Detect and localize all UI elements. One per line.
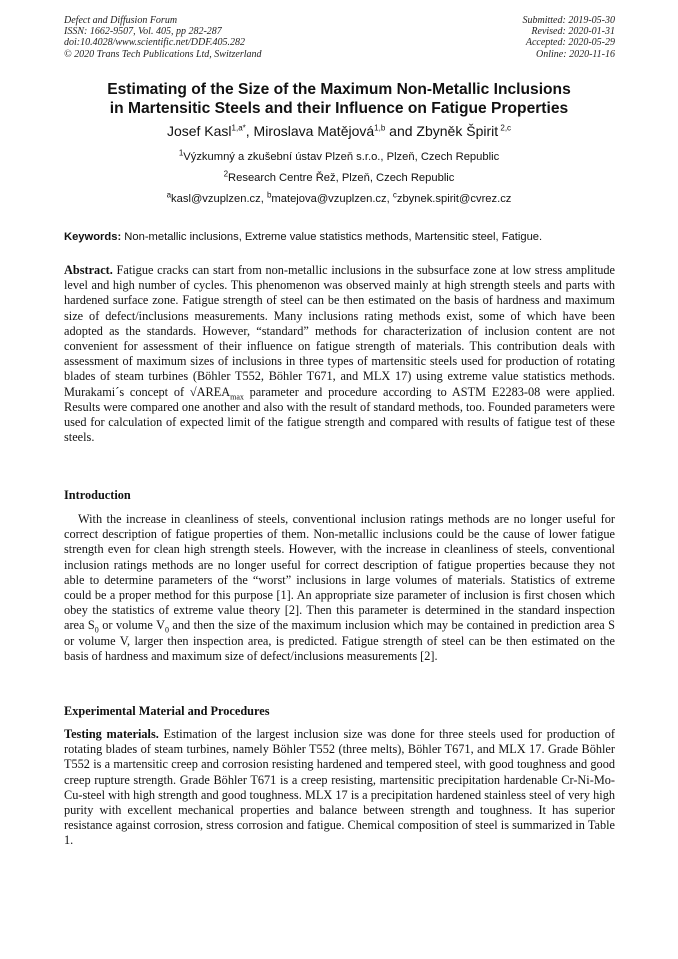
journal-issn: ISSN: 1662-9507, Vol. 405, pp 282-287 — [64, 26, 222, 38]
journal-name: Defect and Diffusion Forum — [64, 15, 178, 26]
section-heading-experimental: Experimental Material and Procedures — [64, 704, 270, 718]
email-mark: b — [266, 190, 272, 200]
section-heading-introduction: Introduction — [64, 488, 131, 502]
introduction-subscript: 0 — [164, 625, 169, 635]
author-affiliation-mark: 1,a* — [231, 123, 246, 133]
author-name: and Zbyněk Špirit — [385, 123, 499, 139]
affiliation-mark: 1 — [178, 148, 184, 158]
abstract-subscript: max — [230, 392, 244, 402]
author-name: Josef Kasl — [166, 123, 232, 139]
affiliation-text: Research Centre Řež, Plzeň, Czech Republic — [228, 172, 455, 184]
testing-materials-label: Testing materials. — [64, 727, 159, 741]
abstract-text: Fatigue cracks can start from non-metallic inclusions in the subsurface zone at low stress amplitude level and high number of cycles. This phenomenon was observed mainly at high strength steels and parts with hardened surface zone. Fatigue strength of steel can be then estimated on the basis of hardness and maximum size of defect/inclusions measurements. Many inclusions rating methods exist, some of which have been adopted as the standards. However, “standard” methods for characterization of inclusion content are not convenient for assessment of their influence on fatigue strength of materials. This contribution deals with assessment of maximum sizes of inclusions in three types of martensitic steels used for production of rotating blades of steam turbines (Böhler T552, Böhler T671, and MLX 17) using extreme value statistics methods. Murakami´s concept of √AREA — [64, 263, 615, 399]
affiliation-text: Výzkumný a zkušební ústav Plzeň s.r.o., Plzeň, Czech Republic — [183, 151, 500, 163]
email-link[interactable]: matejova@vzuplzen.cz, — [271, 193, 393, 205]
date-revised: Revised: 2020-01-31 — [531, 26, 615, 38]
date-submitted: Submitted: 2019-05-30 — [522, 15, 615, 26]
journal-copyright: © 2020 Trans Tech Publications Ltd, Switzerland — [64, 48, 262, 60]
affiliation-1 — [0, 150, 678, 164]
keywords-label: Keywords: — [64, 231, 122, 243]
introduction-subscript: 0 — [94, 625, 99, 635]
affiliation-2 — [0, 171, 678, 185]
journal-header-right — [523, 15, 616, 60]
journal-header-left — [64, 15, 262, 60]
affiliation-mark: 2 — [223, 169, 229, 179]
abstract-label: Abstract. — [64, 263, 113, 277]
paper-title-line-2: in Martensitic Steels and their Influence on Fatigue Properties — [109, 100, 569, 117]
author-affiliation-mark: 1,b — [374, 123, 386, 133]
introduction-text: and then the size of the maximum inclusion which may be contained in prediction area S or volume V, larger then inspection area, is predicted. Fatigue strength of steel can be then estimated on the basis of hardness and maximum size of defect/inclusions measurements [2]. — [64, 618, 615, 663]
introduction-paragraph — [64, 512, 615, 664]
date-online: Online: 2020-11-16 — [536, 48, 615, 60]
journal-doi: doi:10.4028/www.scientific.net/DDF.405.282 — [64, 37, 246, 49]
author-affiliation-mark: 2,c — [498, 123, 512, 133]
introduction-text: or volume V — [98, 618, 165, 633]
email-link[interactable]: kasl@vzuplzen.cz, — [171, 193, 267, 205]
email-link[interactable]: zbynek.spirit@cvrez.cz — [396, 193, 512, 205]
email-mark: c — [392, 190, 397, 200]
keywords-text: Non-metallic inclusions, Extreme value statistics methods, Martensitic steel, Fatigue. — [121, 231, 543, 243]
email-mark: a — [166, 190, 172, 200]
abstract — [64, 263, 615, 445]
keywords — [64, 230, 624, 244]
abstract-text: parameter and procedure according to ASTM E2283-08 were applied. Results were compared one another and also with the result of standard methods, too. Founded parameters were used for calculation of expected limit of the fatigue strength and compared with results of fatigue test of these steels. — [64, 384, 616, 445]
author-list — [0, 122, 678, 140]
paper-title-line-1: Estimating of the Size of the Maximum Non-Metallic Inclusions — [107, 81, 571, 98]
author-emails — [0, 192, 678, 206]
testing-materials-paragraph — [64, 727, 615, 849]
paper-title — [0, 80, 678, 118]
author-name: , Miroslava Matějová — [245, 123, 375, 139]
introduction-text: With the increase in cleanliness of steels, conventional inclusion ratings methods are no longer useful for correct description of fatigue properties of them. Non-metallic inclusions could be the cause of lower fatigue strength even for clean high strength steels. However, with the increase in cleanliness of steels, conventional inclusion ratings methods are no longer useful for correct description of fatigue properties because they not able to determine parameters of the “worst” inclusions in large volumes of materials. Statistics of extreme could be a proper method for this purpose [1]. An appropriate size parameter of inclusion is first chosen which obey the statistics of extreme value theory [2]. Then this parameter is determined in the standard inspection area S — [64, 512, 615, 633]
date-accepted: Accepted: 2020-05-29 — [525, 37, 615, 49]
testing-materials-text: Estimation of the largest inclusion size was done for three steels used for production of rotating blades of steam turbines, namely Böhler T552 (three melts), Böhler T671, and MLX 17. Grade Böhler T552 is a martensitic creep and corrosion resisting hardened and tempered steel, with good toughness and good creep rupture strength. Grade Böhler T671 is a creep resisting, martensitic precipitation hardenable Cr-Ni-Mo-Cu-steel with high strength and good toughness. MLX 17 is a precipitation hardened stainless steel of very high purity with excellent mechanical properties and balance between strength and toughness. It has superior resistance against corrosion, stress corrosion and fatigue. Chemical composition of steel is summarized in Table 1. — [64, 727, 615, 848]
